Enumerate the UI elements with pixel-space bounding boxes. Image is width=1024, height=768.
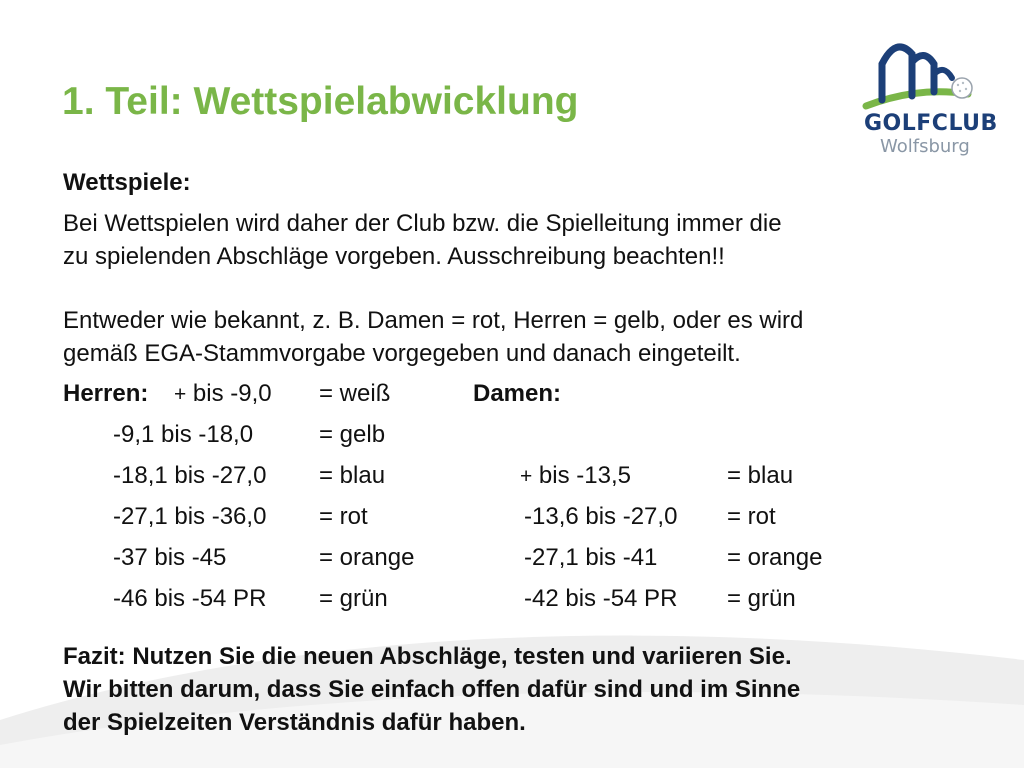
damen-row-1-range-text: bis -13,5 xyxy=(532,462,631,489)
damen-row-2-range: -13,6 bis -27,0 xyxy=(524,503,678,530)
herren-label: Herren: xyxy=(63,380,149,407)
fazit-line-2: Wir bitten darum, dass Sie einfach offen dafür sind und im Sinne xyxy=(63,676,801,703)
herren-row-1-color: = weiß xyxy=(319,380,391,407)
damen-row-2-color: = rot xyxy=(727,503,776,530)
herren-row-6-color: = grün xyxy=(319,585,388,612)
section-heading: Wettspiele: xyxy=(63,169,191,196)
logo-name: GOLFCLUB xyxy=(864,111,998,136)
herren-row-2-range: -9,1 bis -18,0 xyxy=(113,421,254,448)
plus-sign: + xyxy=(174,383,187,406)
herren-row-5-color: = orange xyxy=(319,544,415,571)
damen-row-1-color: = blau xyxy=(727,462,794,489)
paragraph-1-line-1: Bei Wettspielen wird daher der Club bzw. die Spielleitung immer die xyxy=(63,210,782,237)
damen-row-4-color: = grün xyxy=(727,585,796,612)
fazit-line-1: Fazit: Nutzen Sie die neuen Abschläge, testen und variieren Sie. xyxy=(63,643,792,670)
logo-emblem xyxy=(858,34,998,114)
herren-row-1-range xyxy=(174,377,272,412)
paragraph-2-line-2: gemäß EGA-Stammvorgabe vorgegeben und danach eingeteilt. xyxy=(63,340,741,367)
herren-row-2-color: = gelb xyxy=(319,421,386,448)
plus-sign: + xyxy=(520,465,533,488)
herren-row-4-range: -27,1 bis -36,0 xyxy=(113,503,267,530)
paragraph-2-line-1: Entweder wie bekannt, z. B. Damen = rot, Herren = gelb, oder es wird xyxy=(63,307,804,334)
herren-row-1-range-text: bis -9,0 xyxy=(186,380,272,407)
herren-row-4-color: = rot xyxy=(319,503,368,530)
paragraph-1-line-2: zu spielenden Abschläge vorgeben. Ausschreibung beachten!! xyxy=(63,243,725,270)
paragraph-1 xyxy=(63,207,782,273)
herren-row-5-range: -37 bis -45 xyxy=(113,544,227,571)
damen-label: Damen: xyxy=(473,380,562,407)
damen-row-4-range: -42 bis -54 PR xyxy=(524,585,678,612)
golfclub-logo xyxy=(858,34,998,164)
herren-row-3-color: = blau xyxy=(319,462,386,489)
slide-title: 1. Teil: Wettspielabwicklung xyxy=(62,80,579,123)
logo-subtitle: Wolfsburg xyxy=(880,136,970,157)
damen-row-1-range xyxy=(520,459,631,494)
damen-row-3-range: -27,1 bis -41 xyxy=(524,544,658,571)
herren-row-6-range: -46 bis -54 PR xyxy=(113,585,267,612)
fazit-block xyxy=(63,640,800,739)
herren-row-3-range: -18,1 bis -27,0 xyxy=(113,462,267,489)
fazit-line-3: der Spielzeiten Verständnis dafür haben. xyxy=(63,709,526,736)
damen-row-3-color: = orange xyxy=(727,544,823,571)
paragraph-2 xyxy=(63,304,803,370)
